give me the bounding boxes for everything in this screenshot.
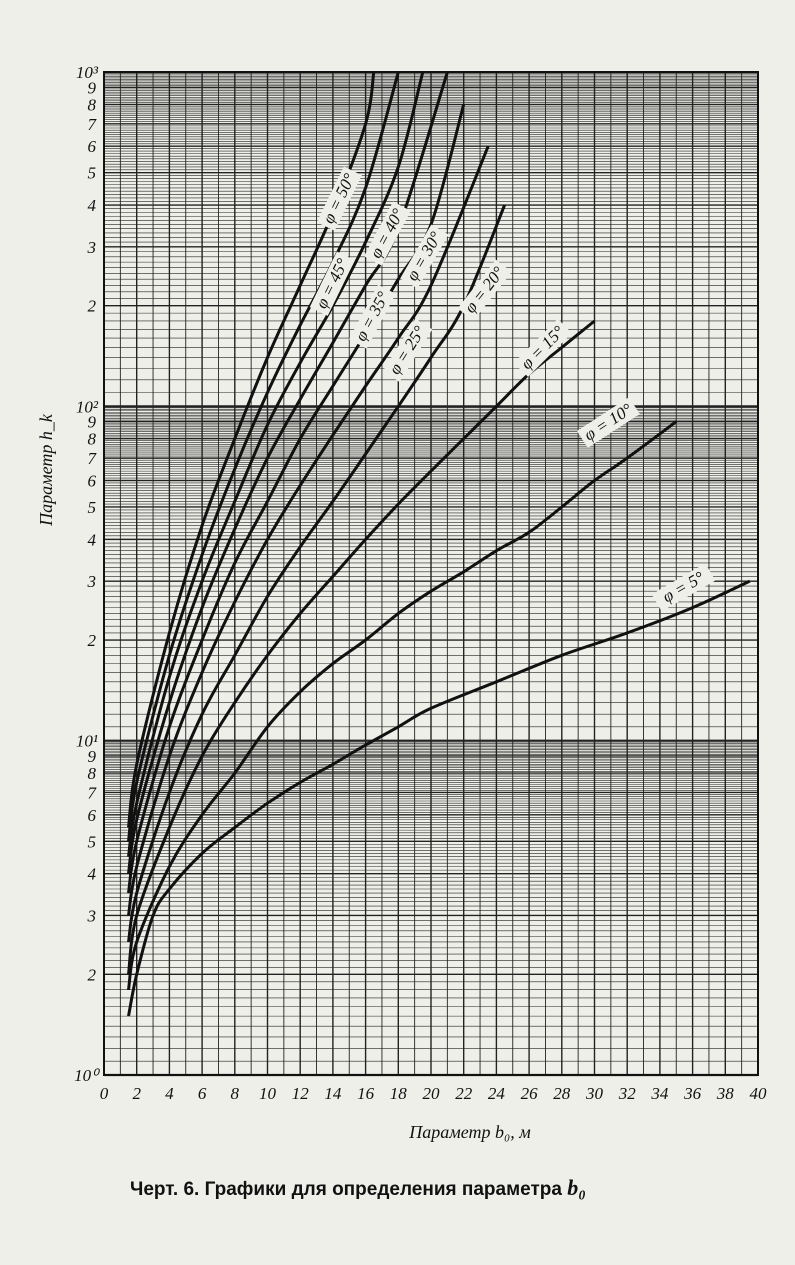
caption-text: Черт. 6. Графики для определения параметра (130, 1179, 562, 1200)
curve-label (652, 563, 716, 611)
curve-label-text: φ = 10° (580, 399, 636, 445)
x-tick-label: 16 (357, 1084, 375, 1103)
x-tick-label: 36 (684, 1084, 702, 1103)
x-tick-label: 18 (389, 1084, 407, 1103)
y-tick-minor-label: 7 (87, 114, 96, 134)
y-axis-title: Параметр h_k (36, 414, 56, 526)
x-axis-title: Параметр b₀, м (409, 1122, 531, 1142)
curve-label-text: φ = 40° (366, 205, 408, 262)
curve-label-text: φ = 20° (460, 263, 509, 317)
series-layer (129, 72, 750, 1016)
x-tick-label: 34 (651, 1084, 669, 1103)
curve-label (400, 225, 448, 289)
y-tick-minor-label: 6 (87, 805, 96, 825)
x-tick-label: 6 (197, 1084, 207, 1103)
y-tick-major-label: 10² (75, 397, 98, 417)
curve-label (317, 166, 362, 230)
y-tick-minor-label: 9 (87, 412, 96, 432)
tick-labels (74, 63, 767, 1103)
x-tick-label: 14 (324, 1084, 342, 1103)
x-tick-label: 40 (749, 1084, 767, 1103)
x-tick-label: 28 (553, 1084, 571, 1103)
x-tick-label: 20 (422, 1084, 440, 1103)
y-tick-minor-label: 2 (87, 296, 96, 316)
x-tick-label: 0 (99, 1084, 109, 1103)
x-tick-label: 8 (230, 1084, 240, 1103)
curve-label-text: φ = 5° (659, 567, 708, 607)
y-tick-minor-label: 3 (87, 237, 96, 257)
x-tick-label: 12 (291, 1084, 309, 1103)
figure-caption (130, 1175, 586, 1201)
curve-label-text: φ = 15° (517, 322, 569, 374)
caption-symbol: b₀ (567, 1175, 586, 1200)
y-tick-major-label: 10¹ (75, 731, 98, 751)
y-tick-minor-label: 2 (87, 631, 96, 651)
curve-label-text: φ = 30° (402, 228, 446, 285)
x-tick-label: 38 (716, 1084, 734, 1103)
x-tick-label: 26 (520, 1084, 538, 1103)
x-tick-label: 2 (132, 1084, 141, 1103)
y-tick-minor-label: 9 (87, 746, 96, 766)
series-line (129, 72, 448, 874)
curve-label-text: φ = 35° (351, 288, 393, 345)
y-tick-minor-label: 3 (87, 906, 96, 926)
y-tick-minor-label: 6 (87, 137, 96, 157)
y-tick-minor-label: 7 (87, 449, 96, 469)
y-tick-minor-label: 2 (87, 965, 96, 985)
curve-label (458, 260, 512, 321)
y-tick-minor-label: 4 (87, 864, 96, 884)
curve-label-text: φ = 45° (311, 255, 353, 312)
y-tick-minor-label: 3 (87, 572, 96, 592)
curve-label (577, 397, 640, 448)
curve-label (349, 285, 396, 349)
y-tick-minor-label: 6 (87, 471, 96, 491)
x-tick-label: 30 (586, 1084, 603, 1103)
y-tick-minor-label: 8 (87, 764, 96, 784)
x-tick-label: 32 (618, 1084, 636, 1103)
y-tick-minor-label: 5 (87, 163, 96, 183)
y-tick-minor-label: 8 (87, 95, 96, 115)
curve-label-text: φ = 25° (384, 322, 430, 378)
y-tick-major-label: 10³ (75, 63, 98, 82)
y-tick-minor-label: 7 (87, 783, 96, 803)
x-tick-label: 24 (487, 1084, 505, 1103)
y-tick-minor-label: 8 (87, 429, 96, 449)
y-tick-minor-label: 9 (87, 78, 96, 98)
y-tick-minor-label: 5 (87, 497, 96, 517)
y-tick-minor-label: 4 (87, 196, 96, 216)
x-tick-label: 22 (455, 1084, 473, 1103)
curve-label-text: φ = 50° (318, 170, 360, 227)
x-tick-label: 4 (165, 1084, 174, 1103)
y-tick-major-label: 10⁰ (74, 1066, 98, 1085)
x-tick-label: 10 (259, 1084, 276, 1103)
y-tick-minor-label: 4 (87, 530, 96, 550)
y-tick-minor-label: 5 (87, 832, 96, 852)
